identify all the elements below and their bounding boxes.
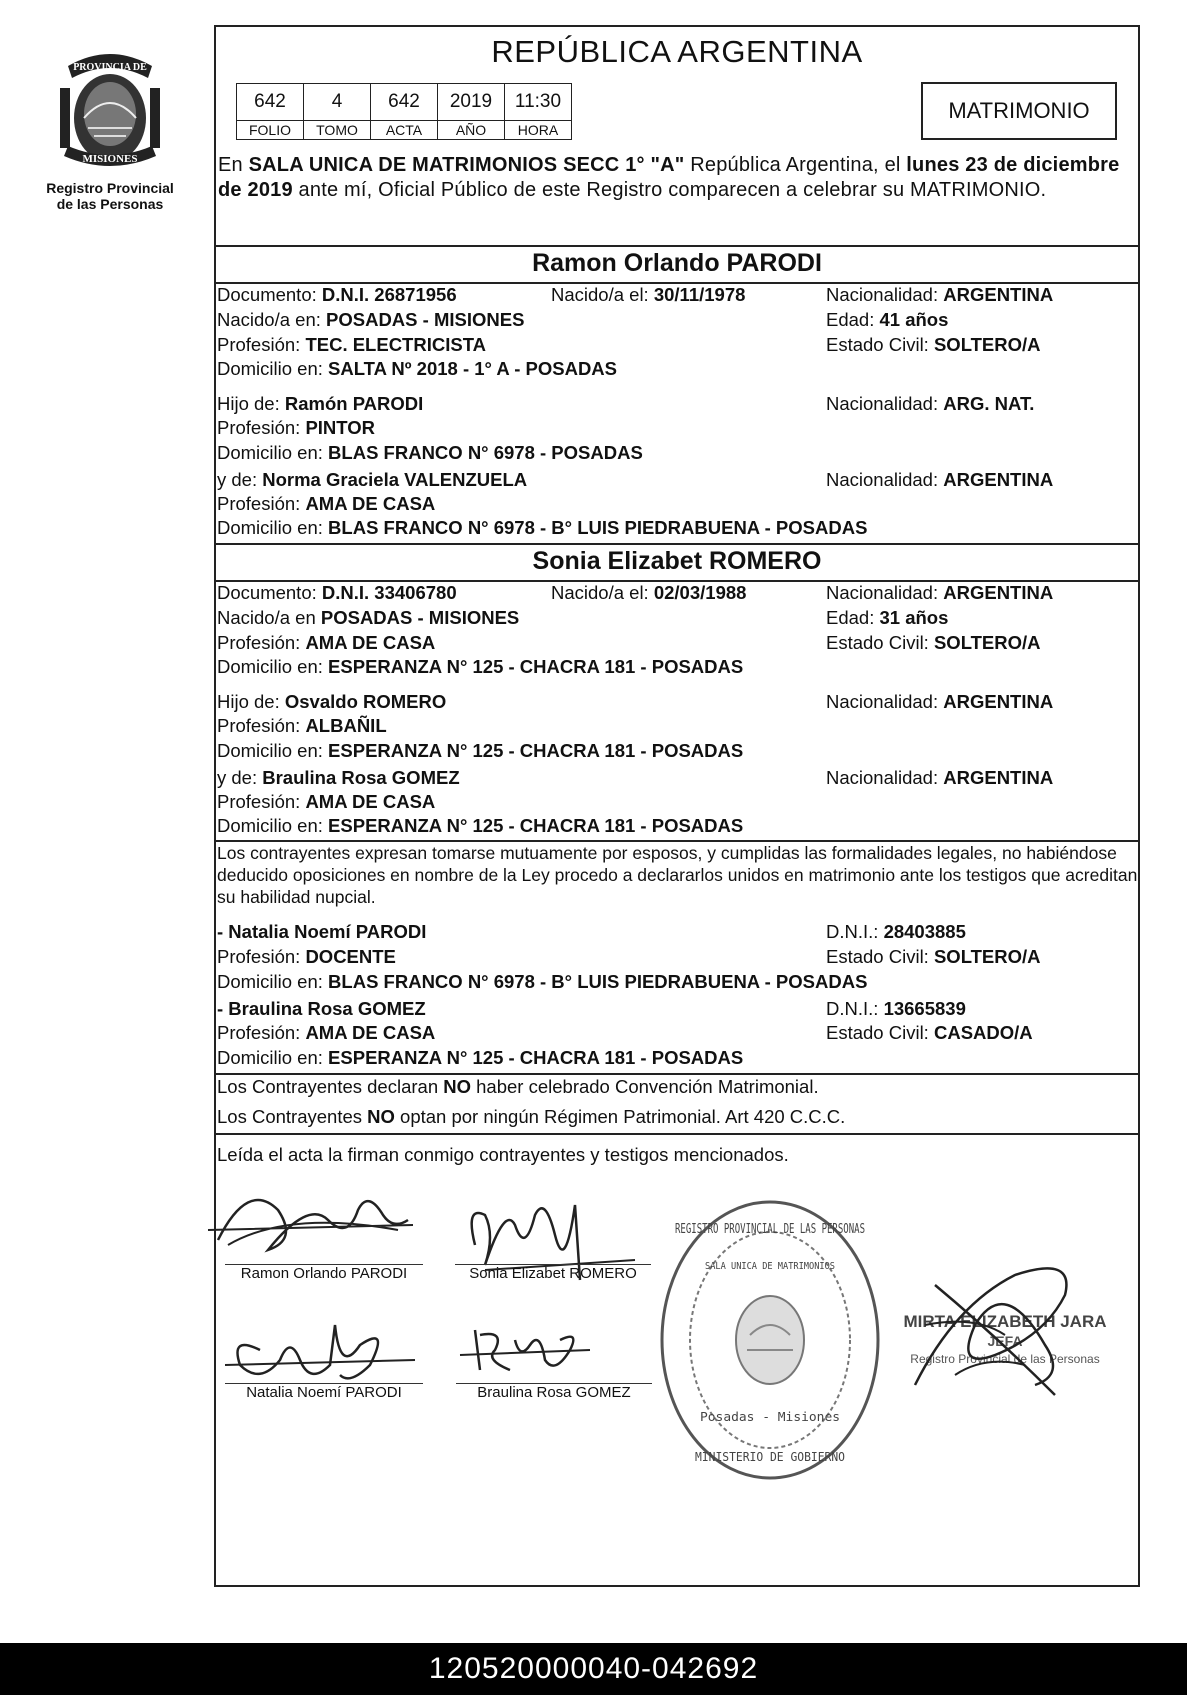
record-type-badge: MATRIMONIO [921,82,1117,140]
signatures-intro: Leída el acta la firman conmigo contrayentes y testigos mencionados. [217,1144,789,1165]
witness2-name: - Braulina Rosa GOMEZ [217,998,426,1019]
spouse2-profession: Profesión: AMA DE CASA [217,632,436,653]
svg-text:PROVINCIA DE: PROVINCIA DE [73,62,147,73]
signature-1-scribble [208,1170,418,1270]
logo-caption-line1: Registro Provincial [46,180,174,196]
svg-text:REGISTRO PROVINCIAL DE LAS PER: REGISTRO PROVINCIAL DE LAS PERSONAS [675,1222,865,1237]
spouse1-birthplace: Nacido/a en: POSADAS - MISIONES [217,309,525,330]
spouse2-mother-address: Domicilio en: ESPERANZA N° 125 - CHACRA 181 - POSADAS [217,815,744,836]
spouse1-mother-nationality: Nacionalidad: ARGENTINA [826,469,1054,490]
spouse1-birthdate: Nacido/a el: 30/11/1978 [551,284,746,305]
witness1-address: Domicilio en: BLAS FRANCO N° 6978 - B° LUIS PIEDRABUENA - POSADAS [217,971,868,992]
spouse2-birthdate: Nacido/a el: 02/03/1988 [551,582,747,603]
acta-label: ACTA [371,121,438,140]
witness2-dni: D.N.I.: 13665839 [826,998,966,1019]
witness2-profession: Profesión: AMA DE CASA [217,1022,436,1043]
official-stamp-icon [655,1195,885,1485]
spouse1-name: Ramon Orlando PARODI [532,249,822,277]
spouse1-age: Edad: 41 años [826,309,949,330]
spouse2-age: Edad: 31 años [826,607,949,628]
spouse2-father-profession: Profesión: ALBAÑIL [217,715,387,736]
spouse2-birthplace: Nacido/a en POSADAS - MISIONES [217,607,520,628]
spouse1-profession: Profesión: TEC. ELECTRICISTA [217,334,486,355]
divider [214,543,1140,545]
divider [214,1133,1140,1135]
registry-logo [40,48,180,218]
convention-line-1: Los Contrayentes declaran NO haber celebrado Convención Matrimonial. [217,1076,819,1097]
spouse1-mother-profession: Profesión: AMA DE CASA [217,493,436,514]
witness2-address: Domicilio en: ESPERANZA N° 125 - CHACRA 181 - POSADAS [217,1047,744,1068]
spouse1-father-nationality: Nacionalidad: ARG. NAT. [826,393,1035,414]
divider [214,1073,1140,1075]
spouse2-mother-profession: Profesión: AMA DE CASA [217,791,436,812]
province-seal-icon [54,48,166,176]
hour-value: 11:30 [505,84,572,121]
official-signature-scribble [895,1245,1105,1405]
page-title: REPÚBLICA ARGENTINA [491,34,863,69]
witness1-civil-status: Estado Civil: SOLTERO/A [826,946,1041,967]
signature-4-name: Braulina Rosa GOMEZ [477,1384,631,1401]
spouse2-document: Documento: D.N.I. 33406780 [217,582,457,603]
year-label: AÑO [438,121,505,140]
spouse2-mother: y de: Braulina Rosa GOMEZ [217,767,460,788]
intro-paragraph: En SALA UNICA DE MATRIMONIOS SECC 1° "A" República Argentina, el lunes 23 de diciembre de 2019 ante mí, Oficial Público de este Registro comparecen a celebrar su MATRIMONIO. [218,154,1120,201]
spouse1-civil-status: Estado Civil: SOLTERO/A [826,334,1041,355]
spouse2-father: Hijo de: Osvaldo ROMERO [217,691,447,712]
spouse2-civil-status: Estado Civil: SOLTERO/A [826,632,1041,653]
witness1-dni: D.N.I.: 28403885 [826,921,966,942]
spouse2-father-address: Domicilio en: ESPERANZA N° 125 - CHACRA 181 - POSADAS [217,740,744,761]
svg-text:Posadas - Misiones: Posadas - Misiones [700,1410,840,1424]
logo-caption-line2: de las Personas [56,196,164,212]
record-id-table [236,83,572,140]
spouse2-nationality: Nacionalidad: ARGENTINA [826,582,1054,603]
signature-3-name: Natalia Noemí PARODI [246,1384,402,1401]
spouse1-mother-address: Domicilio en: BLAS FRANCO N° 6978 - B° LUIS PIEDRABUENA - POSADAS [217,517,868,538]
spouse1-father: Hijo de: Ramón PARODI [217,393,424,414]
hour-label: HORA [505,121,572,140]
signature-1-name: Ramon Orlando PARODI [240,1265,408,1282]
svg-text:MINISTERIO DE GOBIERNO: MINISTERIO DE GOBIERNO [695,1450,845,1464]
divider [214,245,1140,247]
svg-text:SALA UNICA DE MATRIMONIOS: SALA UNICA DE MATRIMONIOS [705,1261,835,1272]
folio-value: 642 [237,84,304,121]
witness2-civil-status: Estado Civil: CASADO/A [826,1022,1033,1043]
year-value: 2019 [438,84,505,121]
tomo-label: TOMO [304,121,371,140]
spouse2-father-nationality: Nacionalidad: ARGENTINA [826,691,1054,712]
folio-label: FOLIO [237,121,304,140]
convention-line-2: Los Contrayentes NO optan por ningún Régimen Patrimonial. Art 420 C.C.C. [217,1106,846,1127]
witness1-profession: Profesión: DOCENTE [217,946,396,967]
witness1-name: - Natalia Noemí PARODI [217,921,427,942]
acta-value: 642 [371,84,438,121]
spouse1-father-address: Domicilio en: BLAS FRANCO N° 6978 - POSADAS [217,442,643,463]
spouse1-nationality: Nacionalidad: ARGENTINA [826,284,1054,305]
official-office: Registro Provincial de las Personas [910,1352,1100,1366]
spouse1-father-profession: Profesión: PINTOR [217,417,375,438]
declaration-paragraph: Los contrayentes expresan tomarse mutuamente por esposos, y cumplidas las formalidades legales, no habiéndose deducido oposiciones en nombre de la Ley procedo a declararlos unidos en matrimonio ante los testigos que acreditan su habilidad nupcial. [217,843,1138,907]
spouse1-mother: y de: Norma Graciela VALENZUELA [217,469,528,490]
official-title: JEFA [987,1333,1023,1349]
svg-text:MISIONES: MISIONES [82,153,138,165]
spouse1-address: Domicilio en: SALTA Nº 2018 - 1° A - POSADAS [217,358,618,379]
official-name: MIRTA ELIZABETH JARA [903,1312,1107,1331]
spouse2-mother-nationality: Nacionalidad: ARGENTINA [826,767,1054,788]
tomo-value: 4 [304,84,371,121]
spouse1-document: Documento: D.N.I. 26871956 [217,284,457,305]
spouse2-name: Sonia Elizabet ROMERO [532,547,822,575]
spouse2-address: Domicilio en: ESPERANZA N° 125 - CHACRA 181 - POSADAS [217,656,744,677]
barcode-number: 120520000040-042692 [0,1643,1187,1695]
signature-2-name: Sonia Elizabet ROMERO [469,1265,637,1282]
signature-2-scribble [455,1185,655,1305]
signature-4-scribble [460,1320,610,1385]
